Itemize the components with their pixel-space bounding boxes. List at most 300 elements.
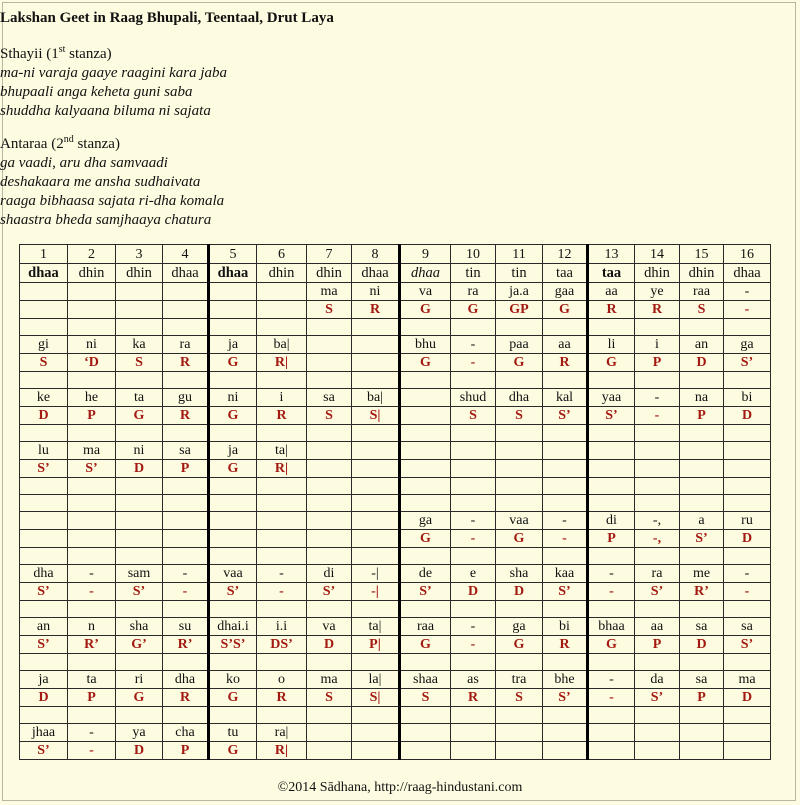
swara-cell [68,530,116,548]
lyric-cell: tu [209,724,257,742]
lyric-cell [400,724,451,742]
lyric-cell [724,442,771,460]
swara-cell: R [352,301,400,319]
lyric-cell [352,442,400,460]
theka-bol-cell: taa [588,264,635,283]
spacer-row [20,372,771,389]
spacer-row [20,495,771,512]
swara-row [20,583,771,601]
spacer-cell [400,548,451,565]
lyric-cell [588,442,635,460]
swara-cell [400,460,451,478]
antaraa-heading-tail: stanza) [73,136,120,152]
swara-cell: S’ [68,460,116,478]
swara-cell: G [209,689,257,707]
spacer-cell [20,548,68,565]
spacer-row [20,319,771,336]
spacer-cell [724,319,771,336]
swara-cell: D [724,407,771,425]
spacer-cell [496,601,543,618]
lyric-cell: da [635,671,680,689]
spacer-cell [680,319,724,336]
spacer-cell [307,425,352,442]
lyric-cell [352,724,400,742]
swara-cell: S’ [680,530,724,548]
swara-cell: G [588,636,635,654]
swara-cell [20,530,68,548]
theka-bol-cell: dhaa [352,264,400,283]
spacer-cell [680,425,724,442]
spacer-cell [543,478,588,495]
spacer-cell [68,707,116,724]
spacer-cell [635,601,680,618]
lyric-cell: sha [496,565,543,583]
spacer-cell [400,425,451,442]
swara-cell [680,742,724,760]
swara-cell: G [400,301,451,319]
swara-cell: P [68,689,116,707]
spacer-cell [588,425,635,442]
spacer-cell [400,372,451,389]
swara-cell: G [496,354,543,372]
lyric-cell: - [588,671,635,689]
beat-number-cell: 2 [68,245,116,264]
spacer-cell [588,319,635,336]
lyric-cell: vaa [209,565,257,583]
swara-cell [257,301,307,319]
lyric-cell: a [680,512,724,530]
lyric-row [20,336,771,354]
swara-cell [451,742,496,760]
spacer-cell [400,478,451,495]
lyric-cell: ga [724,336,771,354]
lyric-row [20,442,771,460]
spacer-cell [116,425,163,442]
swara-cell: G’ [116,636,163,654]
spacer-cell [20,425,68,442]
theka-bol-cell: dhin [257,264,307,283]
spacer-cell [588,548,635,565]
swara-cell [352,530,400,548]
swara-cell: D [724,689,771,707]
swara-cell: R’ [163,636,209,654]
swara-cell: S’ [543,689,588,707]
swara-row [20,407,771,425]
swara-cell: R [163,407,209,425]
lyric-cell: di [307,565,352,583]
theka-row [20,264,771,283]
swara-cell: D [116,742,163,760]
spacer-cell [68,654,116,671]
lyric-row [20,283,771,301]
spacer-cell [116,601,163,618]
spacer-cell [257,548,307,565]
swara-cell: P [635,354,680,372]
swara-cell: R [543,354,588,372]
spacer-cell [116,372,163,389]
theka-bol-cell: dhin [116,264,163,283]
lyric-cell: ta| [352,618,400,636]
lyric-cell [116,283,163,301]
swara-row [20,354,771,372]
spacer-cell [451,372,496,389]
swara-cell [307,460,352,478]
spacer-cell [257,425,307,442]
swara-cell: R [163,689,209,707]
spacer-cell [352,319,400,336]
swara-cell: S [307,689,352,707]
swara-row [20,530,771,548]
theka-bol-cell: dhin [680,264,724,283]
beat-number-cell: 7 [307,245,352,264]
spacer-cell [116,548,163,565]
spacer-cell [543,654,588,671]
lyric-cell [635,724,680,742]
spacer-cell [116,478,163,495]
swara-cell: S’ [635,583,680,601]
swara-cell: ‘D [68,354,116,372]
lyric-cell: bhaa [588,618,635,636]
theka-bol-cell: dhaa [400,264,451,283]
lyric-cell: ma [68,442,116,460]
swara-cell: S| [352,689,400,707]
spacer-cell [588,495,635,512]
swara-cell: G [400,636,451,654]
antaraa-heading-text: Antaraa (2 [0,136,64,152]
spacer-cell [724,425,771,442]
swara-cell [588,460,635,478]
lyric-cell: me [680,565,724,583]
spacer-cell [68,478,116,495]
lyric-cell: ja [209,442,257,460]
swara-cell: - [451,354,496,372]
lyric-cell: - [635,389,680,407]
swara-cell [543,460,588,478]
spacer-cell [20,495,68,512]
swara-cell: D [724,530,771,548]
lyric-cell: shud [451,389,496,407]
lyric-cell [257,283,307,301]
spacer-cell [257,654,307,671]
theka-bol-cell: dhaa [724,264,771,283]
lyric-cell [307,724,352,742]
spacer-cell [635,707,680,724]
spacer-cell [635,548,680,565]
lyric-cell: ta| [257,442,307,460]
lyric-cell [209,512,257,530]
lyric-cell: - [68,565,116,583]
spacer-cell [163,495,209,512]
swara-cell: P [680,689,724,707]
lyric-cell: ni [352,283,400,301]
lyric-cell: gu [163,389,209,407]
theka-bol-cell: dhin [68,264,116,283]
lyric-cell: aa [543,336,588,354]
swara-cell: G [209,460,257,478]
swara-cell [257,530,307,548]
swara-cell [68,301,116,319]
swara-cell: - [543,530,588,548]
lyric-cell: la| [352,671,400,689]
beat-number-cell: 9 [400,245,451,264]
lyric-cell: - [257,565,307,583]
swara-cell: S’ [20,460,68,478]
spacer-cell [543,601,588,618]
lyric-cell [68,512,116,530]
lyric-cell [68,283,116,301]
lyric-cell: va [400,283,451,301]
swara-cell: S’ [209,583,257,601]
lyric-cell: ra [635,565,680,583]
spacer-cell [496,654,543,671]
sthayii-heading [0,45,800,64]
swara-cell: S [116,354,163,372]
swara-cell [724,742,771,760]
spacer-cell [724,478,771,495]
spacer-cell [635,478,680,495]
lyric-cell: di [588,512,635,530]
spacer-cell [724,548,771,565]
lyric-cell: de [400,565,451,583]
swara-cell: R [588,301,635,319]
swara-cell: R| [257,742,307,760]
spacer-cell [724,372,771,389]
swara-cell [635,460,680,478]
spacer-cell [543,707,588,724]
spacer-cell [496,548,543,565]
lyric-cell: aa [588,283,635,301]
spacer-cell [588,601,635,618]
lyric-cell: ke [20,389,68,407]
lyric-cell: va [307,618,352,636]
lyric-cell [307,442,352,460]
lyric-cell: kal [543,389,588,407]
swara-cell: S’ [116,583,163,601]
swara-cell: P [588,530,635,548]
spacer-cell [635,425,680,442]
lyric-cell [588,724,635,742]
lyric-cell [352,336,400,354]
swara-cell: - [724,301,771,319]
spacer-cell [680,372,724,389]
spacer-cell [257,601,307,618]
swara-cell [496,742,543,760]
swara-row [20,689,771,707]
spacer-cell [543,372,588,389]
spacer-cell [496,319,543,336]
lyric-cell: dhai.i [209,618,257,636]
lyric-row [20,618,771,636]
spacer-cell [352,372,400,389]
spacer-cell [68,548,116,565]
spacer-cell [400,319,451,336]
lyric-cell: e [451,565,496,583]
lyric-cell: ni [68,336,116,354]
swara-cell [20,301,68,319]
spacer-row [20,548,771,565]
swara-cell: -| [352,583,400,601]
swara-row [20,301,771,319]
spacer-cell [163,478,209,495]
swara-cell: P [163,460,209,478]
spacer-cell [451,478,496,495]
swara-cell: R [451,689,496,707]
lyric-cell: ja [20,671,68,689]
spacer-row [20,601,771,618]
antaraa-heading-sup: nd [63,134,74,145]
lyric-cell: an [680,336,724,354]
lyric-cell: bi [543,618,588,636]
theka-bol-cell: dhaa [20,264,68,283]
spacer-cell [635,372,680,389]
lyric-cell: -| [352,565,400,583]
swara-cell [451,460,496,478]
lyric-cell: ra| [257,724,307,742]
spacer-cell [257,319,307,336]
antaraa-line: shaastra bheda samjhaaya chatura [0,212,212,228]
lyric-cell [352,512,400,530]
spacer-cell [257,495,307,512]
spacer-cell [724,601,771,618]
swara-cell [209,530,257,548]
spacer-cell [352,707,400,724]
spacer-cell [496,478,543,495]
lyric-cell: paa [496,336,543,354]
swara-cell [588,742,635,760]
spacer-cell [451,548,496,565]
swara-cell: S’ [20,742,68,760]
theka-bol-cell: dhaa [209,264,257,283]
lyric-cell: an [20,618,68,636]
lyric-cell: ru [724,512,771,530]
lyric-cell: ra [163,336,209,354]
swara-cell: S’ [635,689,680,707]
spacer-cell [307,654,352,671]
swara-cell: - [68,583,116,601]
swara-cell [307,530,352,548]
swara-cell: D [20,689,68,707]
lyric-cell [496,442,543,460]
spacer-cell [543,495,588,512]
lyric-cell: dha [163,671,209,689]
spacer-cell [209,654,257,671]
lyric-cell: i.i [257,618,307,636]
lyric-cell [543,724,588,742]
spacer-cell [543,425,588,442]
lyric-cell [724,724,771,742]
spacer-cell [451,495,496,512]
swara-cell: - [451,636,496,654]
lyric-cell [257,512,307,530]
spacer-cell [496,425,543,442]
spacer-cell [451,601,496,618]
lyric-cell: ko [209,671,257,689]
lyric-cell: ja [209,336,257,354]
spacer-cell [680,654,724,671]
swara-cell: R [163,354,209,372]
swara-cell [307,354,352,372]
spacer-cell [209,319,257,336]
lyric-cell: ga [400,512,451,530]
lyric-cell: bhu [400,336,451,354]
spacer-cell [588,478,635,495]
spacer-cell [588,372,635,389]
swara-cell: R [257,689,307,707]
spacer-cell [68,601,116,618]
swara-cell: S [496,689,543,707]
spacer-cell [352,425,400,442]
spacer-cell [543,548,588,565]
theka-bol-cell: dhaa [163,264,209,283]
swara-cell: R [635,301,680,319]
spacer-cell [496,495,543,512]
lyric-cell: vaa [496,512,543,530]
lyric-cell: su [163,618,209,636]
spacer-cell [400,707,451,724]
swara-cell: - [257,583,307,601]
sthayii-heading-text: Sthayii (1 [0,46,59,62]
lyric-row [20,565,771,583]
spacer-cell [724,654,771,671]
lyric-cell: ri [116,671,163,689]
spacer-row [20,425,771,442]
lyric-cell [209,283,257,301]
lyric-cell: i [635,336,680,354]
lyric-cell: - [588,565,635,583]
spacer-cell [451,425,496,442]
swara-cell: S’ [724,354,771,372]
swara-cell: G [496,530,543,548]
spacer-cell [68,372,116,389]
spacer-cell [400,495,451,512]
spacer-cell [163,654,209,671]
beat-number-cell: 6 [257,245,307,264]
lyric-cell: he [68,389,116,407]
spacer-cell [635,654,680,671]
swara-cell: S [307,407,352,425]
lyric-cell: gi [20,336,68,354]
lyric-row [20,512,771,530]
swara-cell: D [20,407,68,425]
swara-cell [400,407,451,425]
swara-cell: S [451,407,496,425]
swara-cell: S’ [543,407,588,425]
lyric-cell [20,283,68,301]
lyric-cell: - [68,724,116,742]
spacer-cell [451,319,496,336]
lyric-cell [20,512,68,530]
lyric-cell: - [451,618,496,636]
swara-cell: S [400,689,451,707]
lyric-cell: sa [163,442,209,460]
swara-cell [116,301,163,319]
swara-cell: G [116,407,163,425]
lyric-cell: ma [307,671,352,689]
swara-cell: S’ [20,583,68,601]
theka-bol-cell: tin [451,264,496,283]
lyric-cell: ka [116,336,163,354]
swara-cell: D [307,636,352,654]
spacer-cell [588,654,635,671]
swara-cell [724,460,771,478]
spacer-cell [163,548,209,565]
swara-cell: G [543,301,588,319]
spacer-cell [307,319,352,336]
theka-bol-cell: dhin [635,264,680,283]
spacer-cell [588,707,635,724]
spacer-cell [209,548,257,565]
spacer-cell [20,319,68,336]
